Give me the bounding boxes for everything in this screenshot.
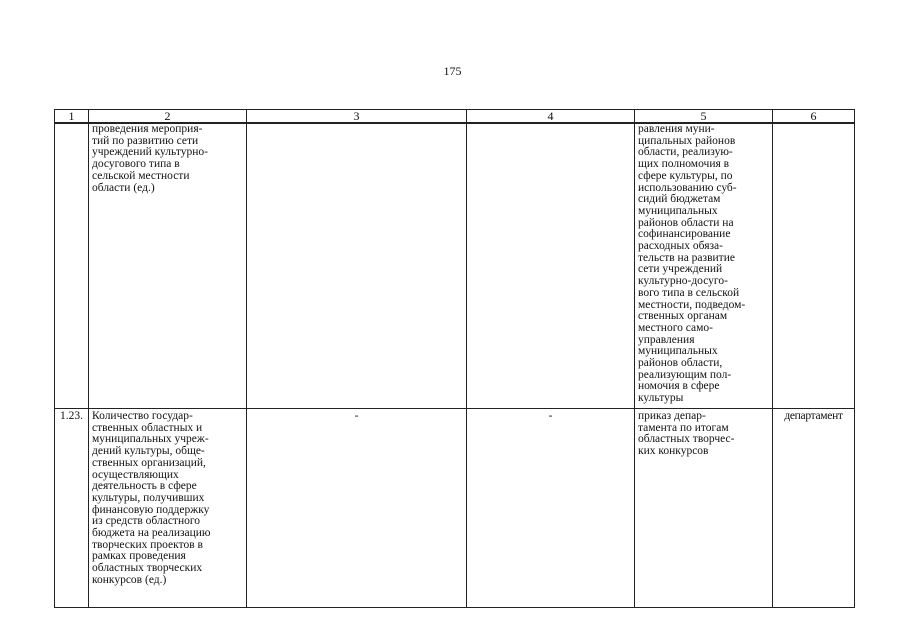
column-number-5: 5: [635, 110, 773, 124]
column-number-4: 4: [467, 110, 635, 124]
table-row: [55, 123, 855, 409]
responsible-cell: департамент: [773, 409, 855, 608]
source-cell: равления муни- ципальных районов области, реализую- щих полномочия в сфере культуры, по использованию суб- сидий бюджетам муниципальных районов области на софинансирование расходных обяза- тельств на развитие сети учреждений культурно-досуго- вого типа в сельской местности, подведом- ственных органам местного само- управления муниципальных районов области, реализующим пол- номочия в сфере культуры: [635, 123, 773, 409]
value-cell-col4: [467, 123, 635, 409]
indicator-name-cell: проведения мероприя- тий по развитию сети учреждений культурно- досугового типа в сельской местности области (ед.): [89, 123, 247, 409]
row-number-cell: [55, 123, 89, 409]
value-cell-col3: -: [247, 409, 467, 608]
column-number-6: 6: [773, 110, 855, 124]
indicator-name-cell: Количество государ- ственных областных и муниципальных учреж- дений культуры, обще- ственных организаций, осуществляющих деятельность в сфере культуры, получивших финансовую поддержку из средств областного бюджета на реализацию творческих проектов в рамках проведения областных творческих конкурсов (ед.): [89, 409, 247, 608]
value-cell-col3: [247, 123, 467, 409]
indicator-table: [54, 109, 855, 608]
column-number-3: 3: [247, 110, 467, 124]
responsible-cell: [773, 123, 855, 409]
table-row: [55, 409, 855, 608]
page-number: 175: [443, 64, 462, 78]
column-number-1: 1: [55, 110, 89, 124]
value-cell-col4: -: [467, 409, 635, 608]
column-number-header-row: [55, 110, 855, 124]
column-number-2: 2: [89, 110, 247, 124]
source-cell: приказ депар- тамента по итогам областных творчес- ких конкурсов: [635, 409, 773, 608]
row-number-cell: 1.23.: [55, 409, 89, 608]
